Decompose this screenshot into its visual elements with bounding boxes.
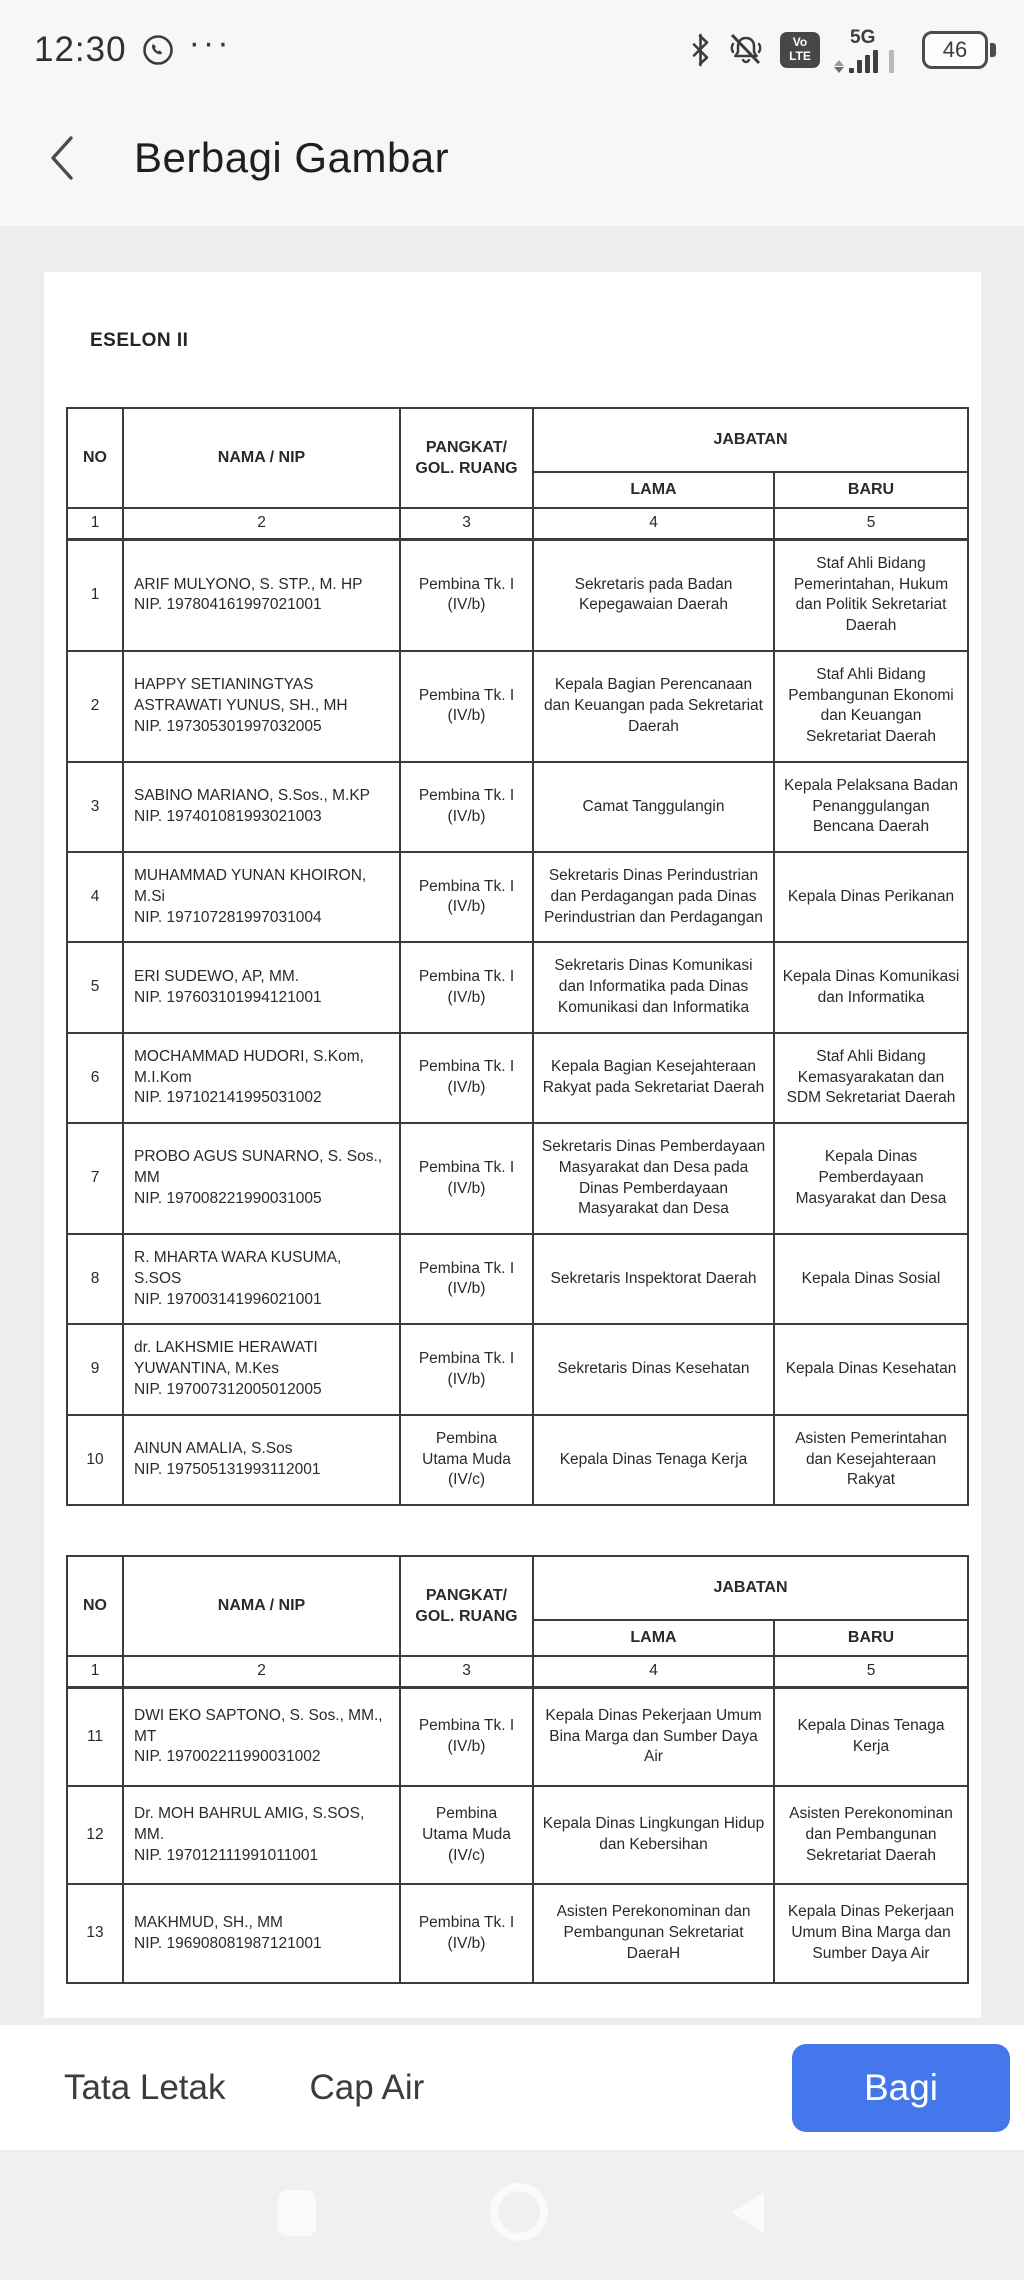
cell-pangkat: Pembina Tk. I (IV/b) [400, 942, 533, 1032]
cell-no: 5 [67, 942, 123, 1032]
table-row [67, 942, 968, 1032]
cell-nama-nip: dr. LAKHSMIE HERAWATI YUWANTINA, M.Kes NIP. 197007312005012005 [123, 1324, 400, 1414]
page-title: Berbagi Gambar [134, 134, 450, 181]
cell-nama-nip: SABINO MARIANO, S.Sos., M.KP NIP. 197401081993021003 [123, 762, 400, 852]
table-row [67, 1687, 968, 1786]
cell-pangkat: Pembina Tk. I (IV/b) [400, 1687, 533, 1786]
nav-back-icon[interactable] [726, 2188, 768, 2238]
table-row [67, 651, 968, 762]
cell-jabatan-baru: Asisten Pemerintahan dan Kesejahteraan Rakyat [774, 1415, 968, 1505]
cell-no: 10 [67, 1415, 123, 1505]
watermark-button[interactable]: Cap Air [309, 2067, 425, 2107]
col-header-no: NO [67, 1556, 123, 1656]
column-number: 4 [533, 508, 774, 539]
cell-jabatan-lama: Sekretaris Dinas Pemberdayaan Masyarakat dan Desa pada Dinas Pemberdayaan Masyarakat dan Desa [533, 1123, 774, 1234]
cell-nama-nip: HAPPY SETIANINGTYAS ASTRAWATI YUNUS, SH., MH NIP. 197305301997032005 [123, 651, 400, 762]
cell-pangkat: Pembina Utama Muda (IV/c) [400, 1415, 533, 1505]
cell-no: 3 [67, 762, 123, 852]
table-row [67, 1884, 968, 1982]
app-header [0, 90, 1024, 226]
col-header-lama: LAMA [533, 472, 774, 508]
cell-no: 1 [67, 539, 123, 651]
cell-no: 13 [67, 1884, 123, 1982]
col-header-baru: BARU [774, 1620, 968, 1656]
column-number: 5 [774, 1656, 968, 1687]
cell-jabatan-lama: Kepala Dinas Lingkungan Hidup dan Kebersihan [533, 1786, 774, 1884]
battery-icon [922, 31, 996, 69]
cell-nama-nip: DWI EKO SAPTONO, S. Sos., MM., MT NIP. 197002211990031002 [123, 1687, 400, 1786]
cell-jabatan-lama: Asisten Perekonominan dan Pembangunan Sekretariat DaeraH [533, 1884, 774, 1982]
table-row [67, 1234, 968, 1324]
cell-jabatan-lama: Sekretaris Dinas Komunikasi dan Informatika pada Dinas Komunikasi dan Informatika [533, 942, 774, 1032]
cell-jabatan-baru: Kepala Dinas Sosial [774, 1234, 968, 1324]
cell-nama-nip: ARIF MULYONO, S. STP., M. HP NIP. 197804161997021001 [123, 539, 400, 651]
cell-no: 6 [67, 1033, 123, 1123]
more-notifications-dots: ··· [188, 24, 232, 62]
table-row [67, 1415, 968, 1505]
column-number: 4 [533, 1656, 774, 1687]
clock: 12:30 [34, 30, 127, 69]
col-header-jabatan: JABATAN [533, 408, 968, 472]
col-header-pangkat: PANGKAT/ GOL. RUANG [400, 408, 533, 508]
table-row [67, 1033, 968, 1123]
cell-jabatan-baru: Kepala Pelaksana Badan Penanggulangan Bencana Daerah [774, 762, 968, 852]
cell-nama-nip: MAKHMUD, SH., MM NIP. 196908081987121001 [123, 1884, 400, 1982]
column-number: 3 [400, 508, 533, 539]
cell-nama-nip: MOCHAMMAD HUDORI, S.Kom, M.I.Kom NIP. 197102141995031002 [123, 1033, 400, 1123]
cell-nama-nip: ERI SUDEWO, AP, MM. NIP. 197603101994121001 [123, 942, 400, 1032]
preview-area [0, 226, 1024, 2025]
cell-jabatan-lama: Sekretaris Inspektorat Daerah [533, 1234, 774, 1324]
col-header-nama: NAMA / NIP [123, 408, 400, 508]
network-type-label: 5G [850, 26, 876, 48]
table-row [67, 762, 968, 852]
whatsapp-notification-icon [141, 33, 175, 67]
system-nav-bar [0, 2150, 1024, 2280]
table-row [67, 1324, 968, 1414]
cell-pangkat: Pembina Tk. I (IV/b) [400, 1884, 533, 1982]
personnel-table-2 [66, 1555, 969, 1984]
cell-nama-nip: R. MHARTA WARA KUSUMA, S.SOS NIP. 197003141996021001 [123, 1234, 400, 1324]
table-row [67, 1786, 968, 1884]
cell-jabatan-baru: Staf Ahli Bidang Pemerintahan, Hukum dan Politik Sekretariat Daerah [774, 539, 968, 651]
bottom-action-bar [0, 2025, 1024, 2150]
column-number: 3 [400, 1656, 533, 1687]
cell-jabatan-baru: Kepala Dinas Perikanan [774, 852, 968, 942]
cell-pangkat: Pembina Tk. I (IV/b) [400, 1123, 533, 1234]
cell-jabatan-baru: Kepala Dinas Kesehatan [774, 1324, 968, 1414]
cell-no: 12 [67, 1786, 123, 1884]
bluetooth-icon [690, 33, 712, 67]
cell-pangkat: Pembina Tk. I (IV/b) [400, 651, 533, 762]
cell-jabatan-baru: Kepala Dinas Tenaga Kerja [774, 1687, 968, 1786]
cell-jabatan-lama: Sekretaris pada Badan Kepegawaian Daerah [533, 539, 774, 651]
cell-pangkat: Pembina Tk. I (IV/b) [400, 539, 533, 651]
cell-no: 8 [67, 1234, 123, 1324]
cell-nama-nip: PROBO AGUS SUNARNO, S. Sos., MM NIP. 197008221990031005 [123, 1123, 400, 1234]
cell-no: 11 [67, 1687, 123, 1786]
recents-icon[interactable] [278, 2190, 316, 2236]
section-title: ESELON II [90, 330, 189, 351]
cell-no: 2 [67, 651, 123, 762]
cell-nama-nip: AINUN AMALIA, S.Sos NIP. 197505131993112001 [123, 1415, 400, 1505]
cell-nama-nip: Dr. MOH BAHRUL AMIG, S.SOS, MM. NIP. 197012111991011001 [123, 1786, 400, 1884]
cell-jabatan-lama: Sekretaris Dinas Kesehatan [533, 1324, 774, 1414]
cell-jabatan-baru: Kepala Dinas Pekerjaan Umum Bina Marga dan Sumber Daya Air [774, 1884, 968, 1982]
column-number: 1 [67, 1656, 123, 1687]
back-button[interactable] [34, 130, 90, 186]
mute-vibrate-icon [726, 32, 766, 68]
cell-pangkat: Pembina Tk. I (IV/b) [400, 1234, 533, 1324]
cell-jabatan-lama: Camat Tanggulangin [533, 762, 774, 852]
cell-pangkat: Pembina Tk. I (IV/b) [400, 852, 533, 942]
cell-jabatan-baru: Kepala Dinas Pemberdayaan Masyarakat dan Desa [774, 1123, 968, 1234]
personnel-table-1 [66, 407, 969, 1506]
col-header-no: NO [67, 408, 123, 508]
cell-jabatan-baru: Staf Ahli Bidang Kemasyarakatan dan SDM Sekretariat Daerah [774, 1033, 968, 1123]
column-number: 1 [67, 508, 123, 539]
col-header-baru: BARU [774, 472, 968, 508]
cell-jabatan-lama: Kepala Dinas Pekerjaan Umum Bina Marga dan Sumber Daya Air [533, 1687, 774, 1786]
cell-jabatan-baru: Kepala Dinas Komunikasi dan Informatika [774, 942, 968, 1032]
cell-pangkat: Pembina Tk. I (IV/b) [400, 1324, 533, 1414]
battery-percent: 46 [942, 37, 968, 62]
home-icon[interactable] [490, 2183, 548, 2241]
cell-no: 9 [67, 1324, 123, 1414]
col-header-pangkat: PANGKAT/ GOL. RUANG [400, 1556, 533, 1656]
signal-strength-icon [834, 28, 908, 73]
layout-button[interactable]: Tata Letak [64, 2067, 226, 2107]
table-row [67, 852, 968, 942]
share-button[interactable]: Bagi [792, 2044, 1010, 2132]
column-number: 2 [123, 508, 400, 539]
column-number: 5 [774, 508, 968, 539]
cell-nama-nip: MUHAMMAD YUNAN KHOIRON, M.Si NIP. 197107281997031004 [123, 852, 400, 942]
cell-jabatan-baru: Staf Ahli Bidang Pembangunan Ekonomi dan Keuangan Sekretariat Daerah [774, 651, 968, 762]
cell-jabatan-lama: Kepala Bagian Perencanaan dan Keuangan pada Sekretariat Daerah [533, 651, 774, 762]
status-bar [0, 0, 1024, 90]
table-row [67, 539, 968, 651]
cell-pangkat: Pembina Utama Muda (IV/c) [400, 1786, 533, 1884]
col-header-lama: LAMA [533, 1620, 774, 1656]
cell-no: 4 [67, 852, 123, 942]
col-header-nama: NAMA / NIP [123, 1556, 400, 1656]
chevron-left-icon [47, 133, 77, 183]
cell-pangkat: Pembina Tk. I (IV/b) [400, 1033, 533, 1123]
cell-jabatan-lama: Sekretaris Dinas Perindustrian dan Perdagangan pada Dinas Perindustrian dan Perdagangan [533, 852, 774, 942]
cell-no: 7 [67, 1123, 123, 1234]
cell-jabatan-lama: Kepala Dinas Tenaga Kerja [533, 1415, 774, 1505]
col-header-jabatan: JABATAN [533, 1556, 968, 1620]
cell-jabatan-lama: Kepala Bagian Kesejahteraan Rakyat pada Sekretariat Daerah [533, 1033, 774, 1123]
cell-jabatan-baru: Asisten Perekonominan dan Pembangunan Sekretariat Daerah [774, 1786, 968, 1884]
table-row [67, 1123, 968, 1234]
volte-badge: Vo LTE [780, 32, 820, 68]
cell-pangkat: Pembina Tk. I (IV/b) [400, 762, 533, 852]
column-number: 2 [123, 1656, 400, 1687]
document-page-image[interactable] [44, 272, 981, 2018]
